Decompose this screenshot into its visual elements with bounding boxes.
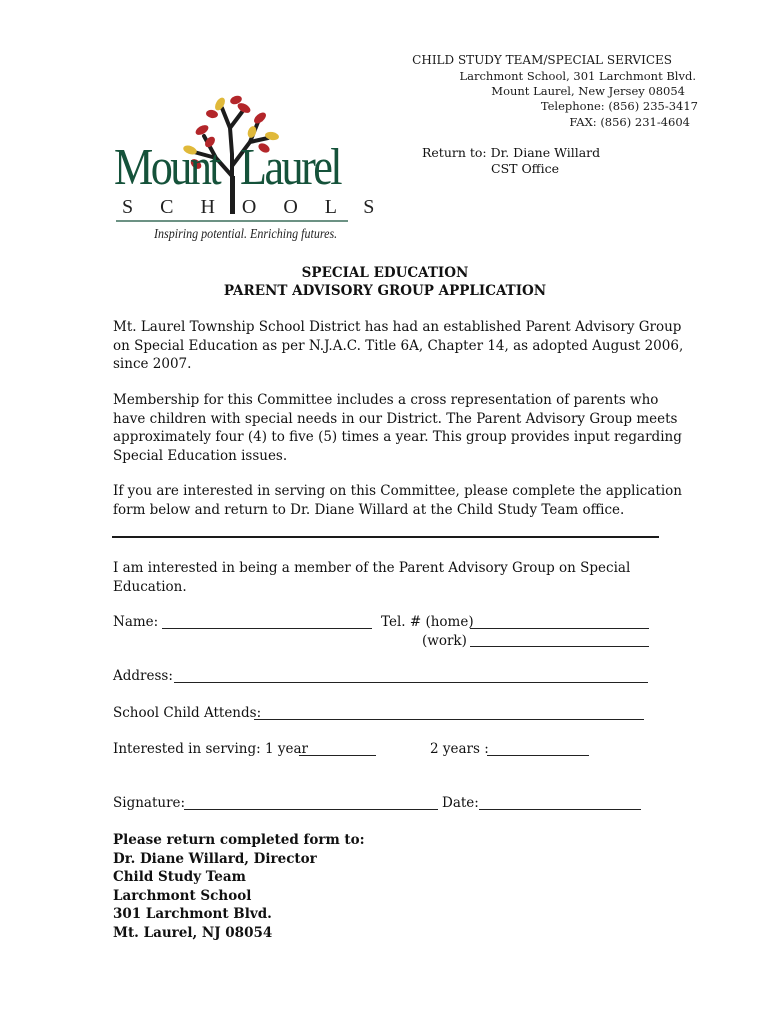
logo-tagline: Inspiring potential. Enriching futures.	[154, 227, 338, 242]
return-office: CST Office	[491, 161, 559, 176]
intro-p3-line: form below and return to Dr. Diane Willard at the Child Study Team office.	[113, 501, 625, 518]
title-line2: PARENT ADVISORY GROUP APPLICATION	[223, 283, 547, 299]
department-heading: CHILD STUDY TEAM/SPECIAL SERVICES	[412, 53, 672, 67]
return-line: Mt. Laurel, NJ 08054	[113, 924, 273, 941]
address-line2: Mount Laurel, New Jersey 08054	[491, 84, 685, 98]
tel-work-field[interactable]	[470, 646, 649, 647]
two-years-label: 2 years :	[430, 741, 489, 757]
address-label: Address:	[113, 668, 173, 684]
return-line: Child Study Team	[113, 869, 246, 885]
interest-line: I am interested in being a member of the Parent Advisory Group on Special	[113, 560, 631, 576]
school-label: School Child Attends:	[113, 705, 262, 721]
logo-word-mount: Mount	[114, 139, 220, 196]
one-year-field[interactable]	[299, 755, 376, 756]
address-line1: Larchmont School, 301 Larchmont Blvd.	[459, 69, 696, 83]
return-to: Return to: Dr. Diane Willard	[422, 145, 601, 160]
tel-home-field[interactable]	[470, 628, 649, 629]
telephone: Telephone: (856) 235-3417	[540, 99, 698, 113]
fax: FAX: (856) 231-4604	[569, 115, 690, 129]
intro-p2-line: Special Education issues.	[113, 447, 288, 464]
serving-one-year-label: Interested in serving: 1 year	[113, 741, 308, 757]
school-logo	[112, 92, 386, 248]
two-years-field[interactable]	[487, 755, 589, 756]
section-divider	[112, 536, 659, 538]
name-field[interactable]	[162, 628, 372, 629]
signature-field[interactable]	[184, 809, 438, 810]
address-field[interactable]	[174, 682, 648, 683]
intro-p2-line: have children with special needs in our District. The Parent Advisory Group meets	[113, 410, 678, 427]
school-field[interactable]	[254, 719, 644, 720]
return-line: Dr. Diane Willard, Director	[113, 850, 317, 867]
name-label: Name:	[113, 614, 159, 630]
intro-p1-line: on Special Education as per N.J.A.C. Title 6A, Chapter 14, as adopted August 2006,	[113, 337, 684, 354]
date-field[interactable]	[479, 809, 641, 810]
logo-word-laurel: Laurel	[240, 139, 341, 196]
intro-p3-line: If you are interested in serving on this Committee, please complete the application	[113, 483, 682, 499]
intro-p2-line: Membership for this Committee includes a cross representation of parents who	[113, 392, 659, 408]
signature-label: Signature:	[113, 795, 186, 811]
return-line: Larchmont School	[113, 887, 252, 904]
intro-p1-line: Mt. Laurel Township School District has had an established Parent Advisory Group	[113, 319, 682, 335]
intro-paragraph-3	[113, 482, 682, 519]
date-label: Date:	[442, 795, 479, 811]
intro-p2-line: approximately four (4) to five (5) times a year. This group provides input regarding	[113, 429, 682, 445]
return-line: 301 Larchmont Blvd.	[113, 906, 272, 922]
return-address-block	[113, 831, 365, 942]
tel-home-label: Tel. # (home)	[381, 614, 474, 630]
tel-work-label: (work)	[422, 633, 467, 649]
title-line1: SPECIAL EDUCATION	[301, 265, 469, 281]
logo-word-schools: S C H O O L S	[122, 196, 386, 218]
interest-line: Education.	[113, 578, 187, 595]
intro-paragraph-2	[113, 391, 682, 465]
return-line: Please return completed form to:	[113, 832, 365, 848]
intro-paragraph-1	[113, 318, 683, 374]
intro-p1-line: since 2007.	[113, 356, 192, 372]
interest-statement	[113, 559, 630, 596]
